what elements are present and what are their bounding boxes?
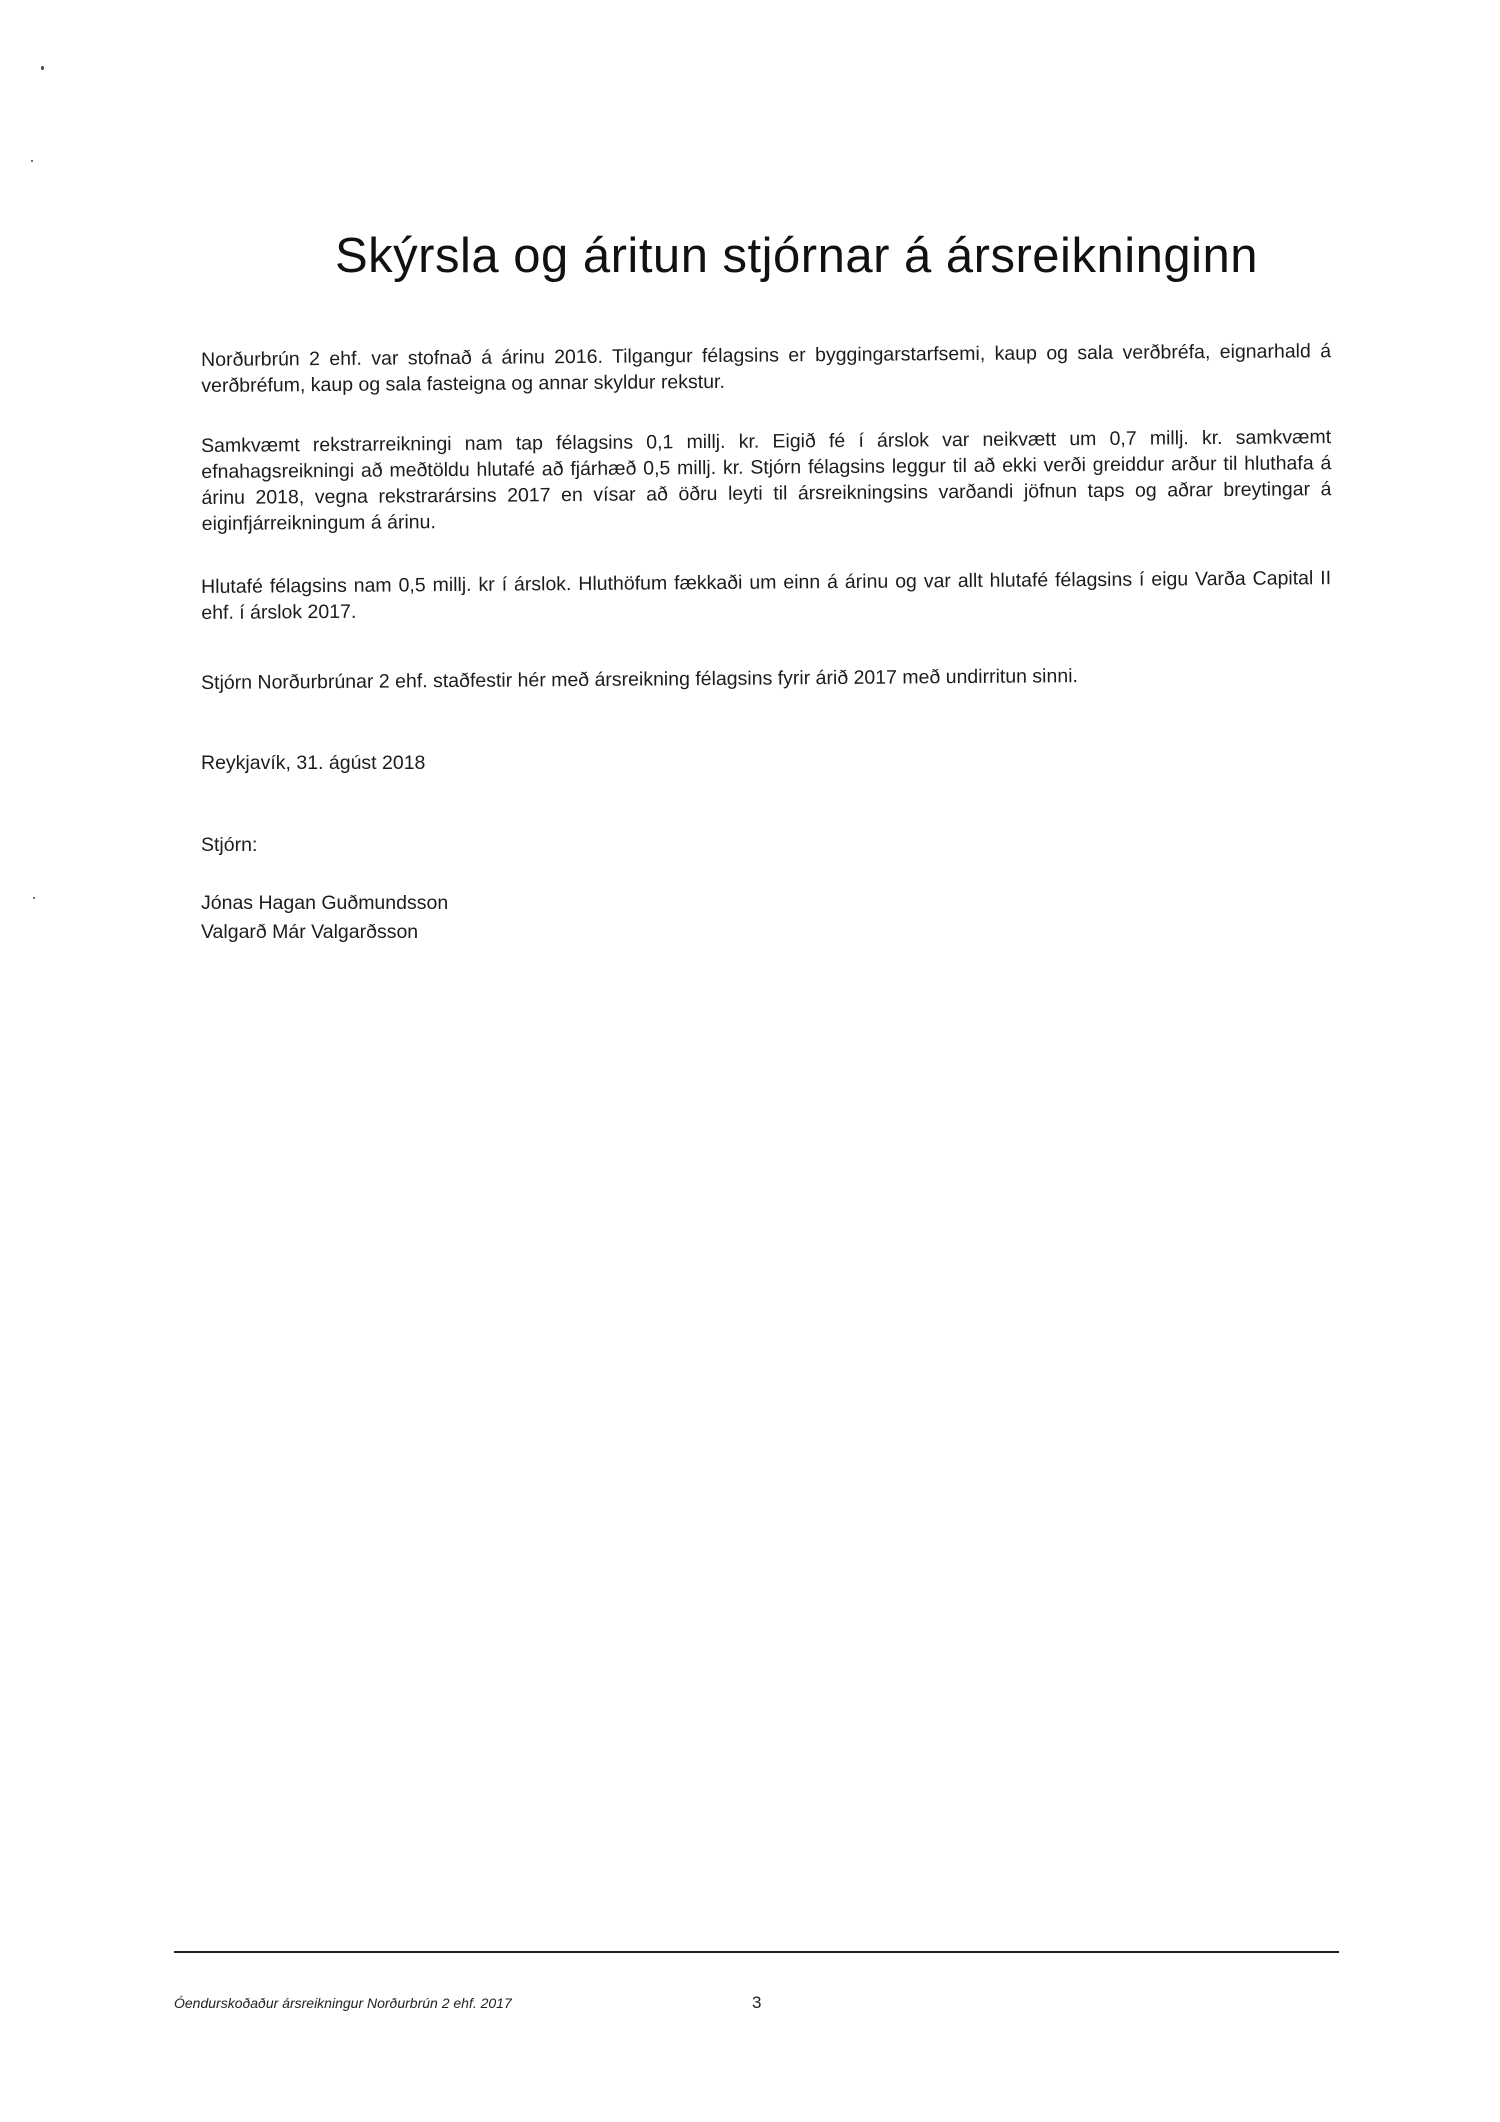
place-and-date: Reykjavík, 31. ágúst 2018: [201, 752, 426, 774]
scan-speck: [41, 66, 44, 70]
scan-speck: [33, 897, 35, 899]
footer-caption: Óendurskoðaður ársreikningur Norðurbrún 2 ehf. 2017: [174, 1995, 512, 2011]
paragraph-company-purpose: Norðurbrún 2 ehf. var stofnað á árinu 2016. Tilgangur félagsins er byggingarstarfsemi, kaup og sala verðbréfa, eignarhald á verðbréfum, kaup og sala fasteigna og annar skyldur rekstur.: [201, 340, 1332, 397]
page-number: 3: [752, 1993, 762, 2012]
board-member: Valgarð Már Valgarðsson: [201, 921, 419, 943]
board-label: Stjórn:: [201, 834, 258, 856]
paragraph-share-capital: Hlutafé félagsins nam 0,5 millj. kr í árslok. Hluthöfum fækkaði um einn á árinu og var allt hlutafé félagsins í eigu Varða Capital II ehf. í árslok 2017.: [201, 567, 1332, 624]
board-member: Jónas Hagan Guðmundsson: [201, 892, 449, 914]
scan-speck: [31, 160, 33, 162]
page-title: Skýrsla og áritun stjórnar á ársreikninginn: [335, 229, 1258, 283]
paragraph-board-confirmation: Stjórn Norðurbrúnar 2 ehf. staðfestir hér með ársreikning félagsins fyrir árið 2017 með undirritun sinni.: [201, 665, 1079, 694]
paragraph-financial-results: Samkvæmt rekstrarreikningi nam tap félagsins 0,1 millj. kr. Eigið fé í árslok var neikvætt um 0,7 millj. kr. samkvæmt efnahagsreikningi að meðtöldu hlutafé að fjárhæð 0,5 millj. kr. Stjórn félagsins leggur til að ekki verði greiddur arður til hluthafa á árinu 2018, vegna rekstrarársins 2017 en vísar að öðru leyti til ársreikningsins varðandi jöfnun taps og aðrar breytingar á eiginfjárreikningum á árinu.: [201, 426, 1332, 535]
footer-divider: [174, 1951, 1339, 1953]
